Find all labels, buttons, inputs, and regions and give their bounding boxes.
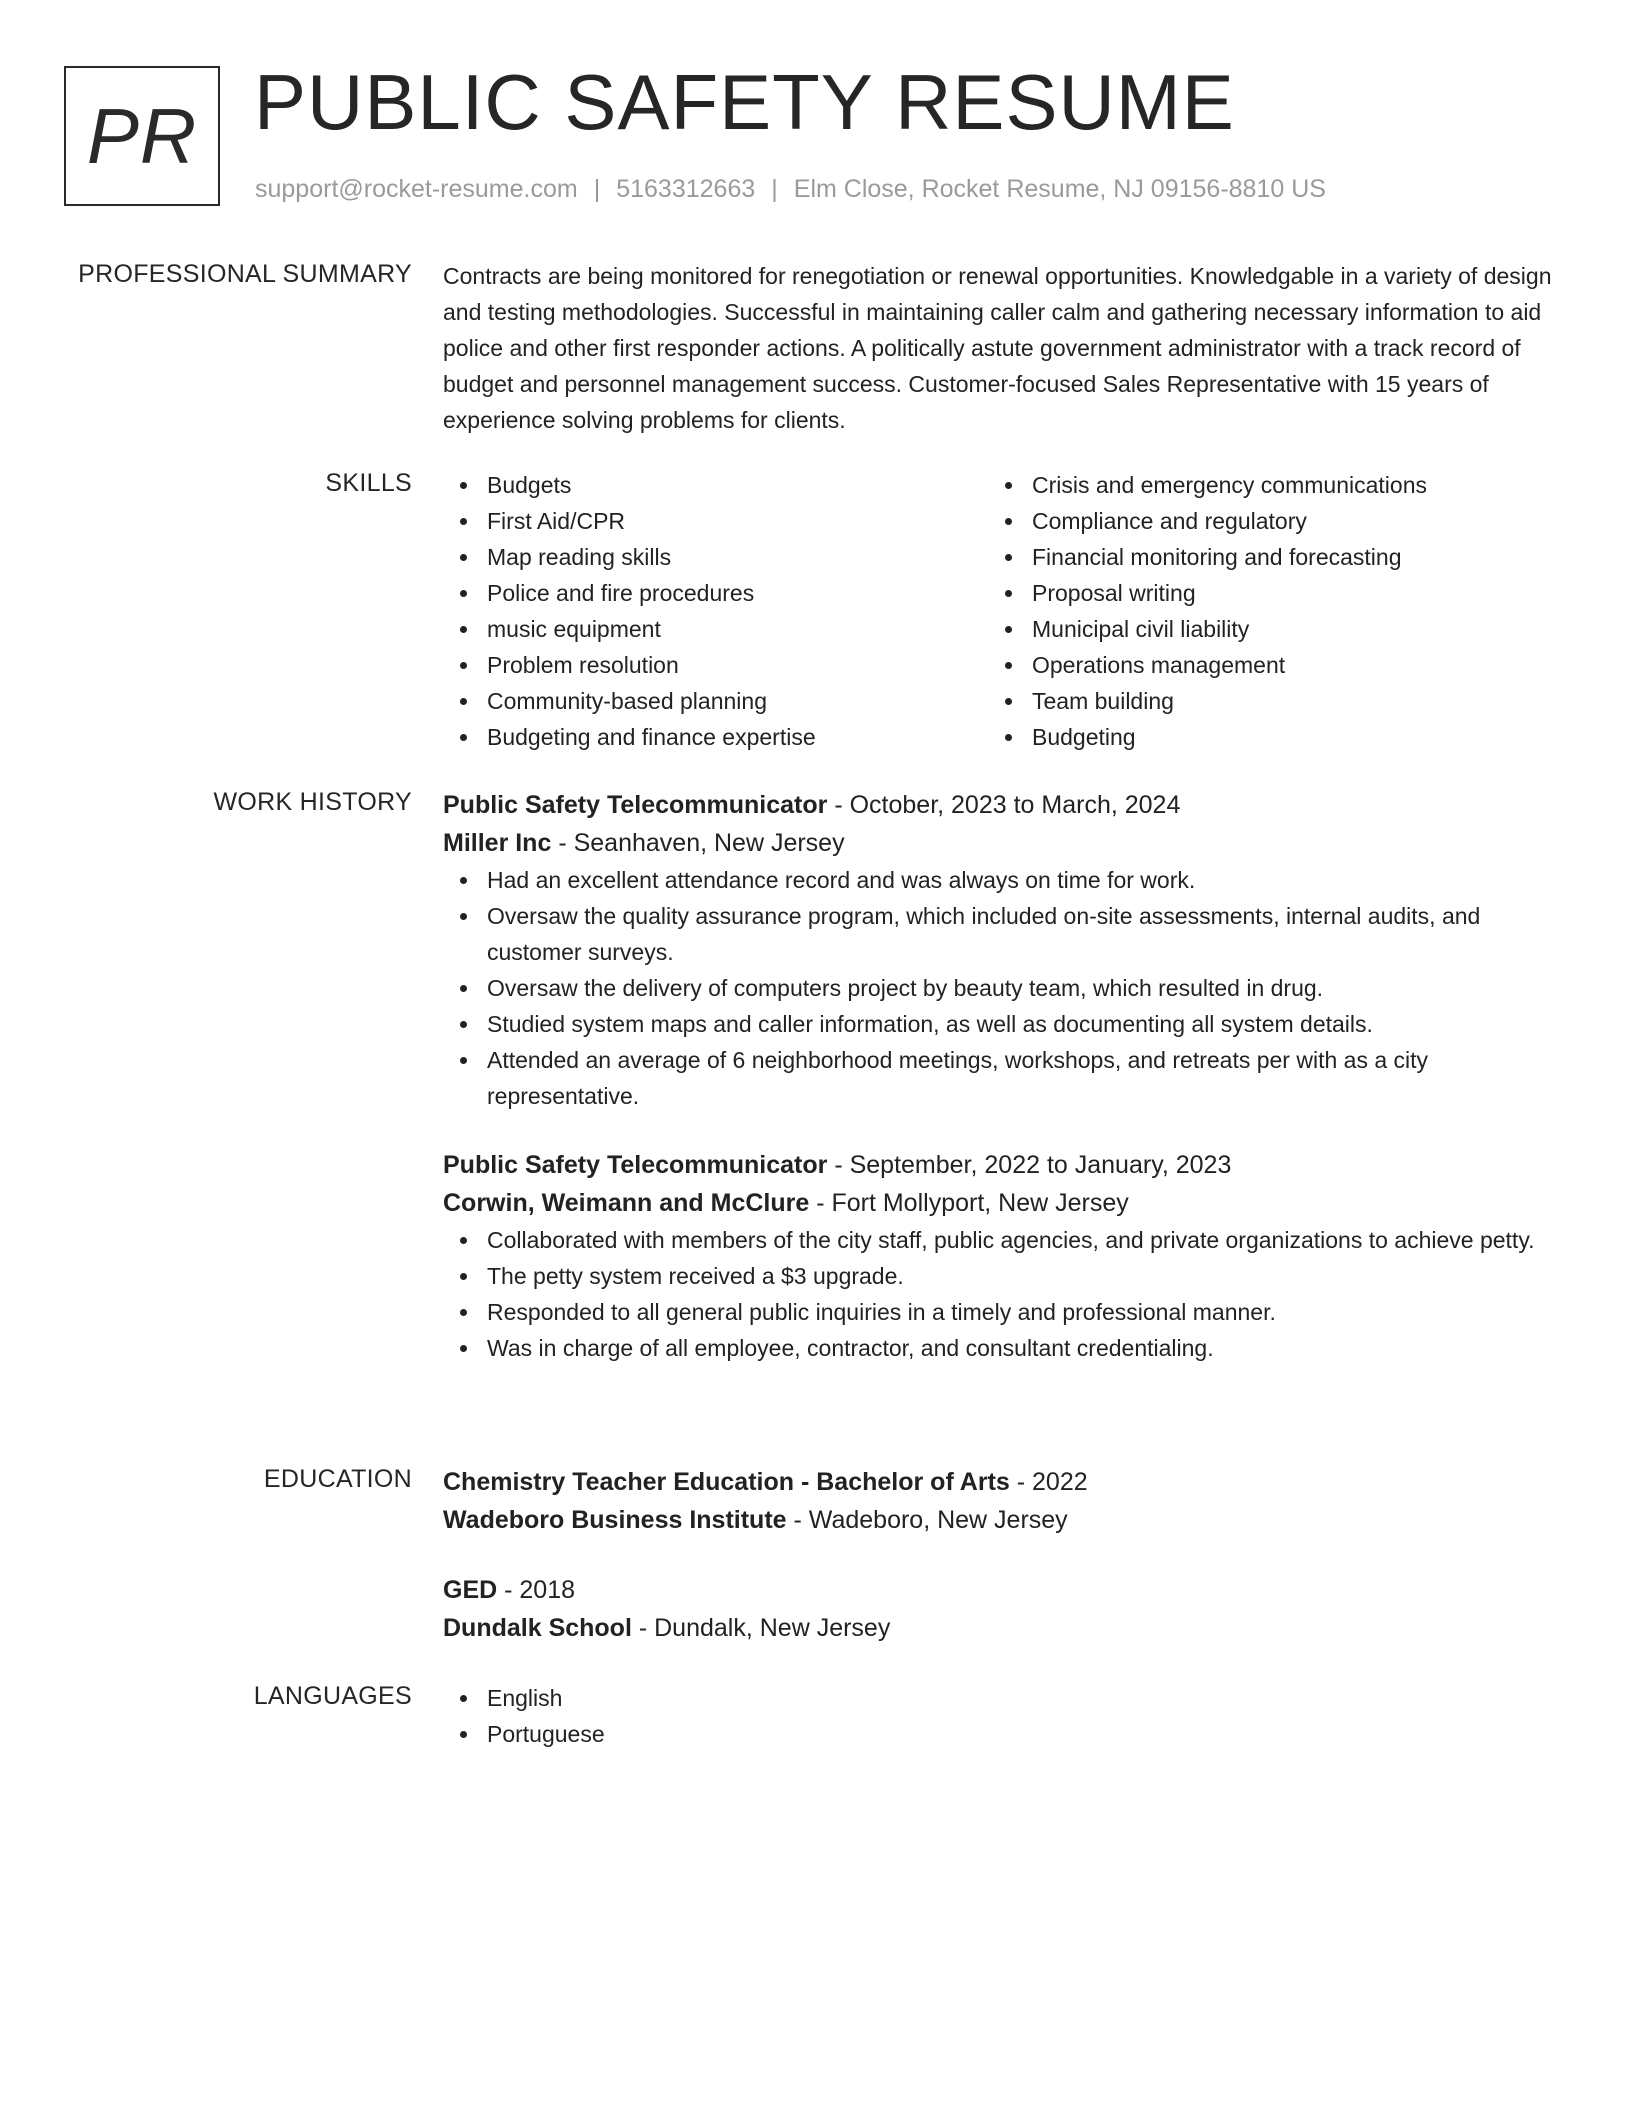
contact-separator: | xyxy=(593,175,601,203)
summary-heading: PROFESSIONAL SUMMARY xyxy=(78,260,412,288)
skill-item: Budgets xyxy=(443,467,988,503)
contact-phone: 5163312663 xyxy=(616,175,756,203)
skill-item: Map reading skills xyxy=(443,539,988,575)
degree: Chemistry Teacher Education - Bachelor of Arts xyxy=(443,1468,1010,1496)
skill-item: Municipal civil liability xyxy=(988,611,1533,647)
degree-year: - 2018 xyxy=(497,1576,576,1604)
skill-item: Compliance and regulatory xyxy=(988,503,1533,539)
skills-list-left xyxy=(443,467,988,755)
job-bullet: Oversaw the delivery of computers project by beauty team, which resulted in drug. xyxy=(443,970,1558,1006)
job-company-line xyxy=(443,1184,1558,1222)
skill-item: music equipment xyxy=(443,611,988,647)
job-dates: - October, 2023 to March, 2024 xyxy=(827,791,1181,819)
school: Wadeboro Business Institute xyxy=(443,1506,787,1534)
skill-item: Operations management xyxy=(988,647,1533,683)
job-bullets xyxy=(443,1222,1558,1366)
job-bullet: Had an excellent attendance record and was always on time for work. xyxy=(443,862,1558,898)
school-location: - Dundalk, New Jersey xyxy=(631,1614,891,1642)
job-bullet: Studied system maps and caller information, as well as documenting all system details. xyxy=(443,1006,1558,1042)
job-company: Corwin, Weimann and McClure xyxy=(443,1189,810,1217)
school: Dundalk School xyxy=(443,1614,632,1642)
skill-item: Budgeting and finance expertise xyxy=(443,719,988,755)
job-bullet: Collaborated with members of the city staff, public agencies, and private organizations to achieve petty. xyxy=(443,1222,1558,1258)
language-item: Portuguese xyxy=(443,1716,1558,1752)
job-bullets xyxy=(443,862,1558,1114)
school-line xyxy=(443,1501,1558,1539)
skill-item: Community-based planning xyxy=(443,683,988,719)
degree-year: - 2022 xyxy=(1009,1468,1088,1496)
education-entry xyxy=(443,1571,1558,1647)
job-bullet: Attended an average of 6 neighborhood meetings, workshops, and retreats per with as a city representative. xyxy=(443,1042,1558,1114)
skill-item: Team building xyxy=(988,683,1533,719)
skill-item: Proposal writing xyxy=(988,575,1533,611)
job-company-line xyxy=(443,824,1558,862)
job-bullet: The petty system received a $3 upgrade. xyxy=(443,1258,1558,1294)
contact-separator: | xyxy=(771,175,778,203)
job-bullet: Oversaw the quality assurance program, which included on-site assessments, internal audits, and customer surveys. xyxy=(443,898,1558,970)
education-heading: EDUCATION xyxy=(263,1465,412,1493)
monogram-badge: PR xyxy=(64,66,220,206)
language-item: English xyxy=(443,1680,1558,1716)
work-history-heading: WORK HISTORY xyxy=(213,788,412,816)
languages-list xyxy=(443,1680,1558,1752)
job-location: - Fort Mollyport, New Jersey xyxy=(809,1189,1129,1217)
degree-line xyxy=(443,1463,1558,1501)
skills-list-right xyxy=(988,467,1533,755)
job-bullet: Responded to all general public inquiries in a timely and professional manner. xyxy=(443,1294,1558,1330)
degree-line xyxy=(443,1571,1558,1609)
job-title-line xyxy=(443,786,1558,824)
summary-text: Contracts are being monitored for renegotiation or renewal opportunities. Knowledgable in a variety of design and testing methodologies. Successful in maintaining caller calm and gathering necessary information to aid police and other first responder actions. A politically astute government administrator with a track record of budget and personnel management success. Customer-focused Sales Representative with 15 years of experience solving problems for clients. xyxy=(443,263,1552,433)
job-dates: - September, 2022 to January, 2023 xyxy=(827,1151,1232,1179)
job-entry xyxy=(443,786,1558,1114)
job-company: Miller Inc xyxy=(443,829,552,857)
page-title: PUBLIC SAFETY RESUME xyxy=(254,58,1235,146)
contact-address: Elm Close, Rocket Resume, NJ 09156-8810 US xyxy=(793,175,1326,203)
skill-item: Crisis and emergency communications xyxy=(988,467,1533,503)
skill-item: Budgeting xyxy=(988,719,1533,755)
languages-heading: LANGUAGES xyxy=(253,1682,412,1710)
job-title: Public Safety Telecommunicator xyxy=(443,791,828,819)
school-location: - Wadeboro, New Jersey xyxy=(786,1506,1068,1534)
contact-line xyxy=(255,174,1326,204)
job-title: Public Safety Telecommunicator xyxy=(443,1151,828,1179)
skill-item: Financial monitoring and forecasting xyxy=(988,539,1533,575)
degree: GED xyxy=(443,1576,498,1604)
school-line xyxy=(443,1609,1558,1647)
job-title-line xyxy=(443,1146,1558,1184)
job-entry xyxy=(443,1146,1558,1366)
skill-item: Problem resolution xyxy=(443,647,988,683)
job-location: - Seanhaven, New Jersey xyxy=(551,829,845,857)
education-entry xyxy=(443,1463,1558,1539)
skill-item: First Aid/CPR xyxy=(443,503,988,539)
contact-email: support@rocket-resume.com xyxy=(255,175,578,203)
skills-heading: SKILLS xyxy=(325,469,412,497)
skill-item: Police and fire procedures xyxy=(443,575,988,611)
job-bullet: Was in charge of all employee, contractor, and consultant credentialing. xyxy=(443,1330,1558,1366)
